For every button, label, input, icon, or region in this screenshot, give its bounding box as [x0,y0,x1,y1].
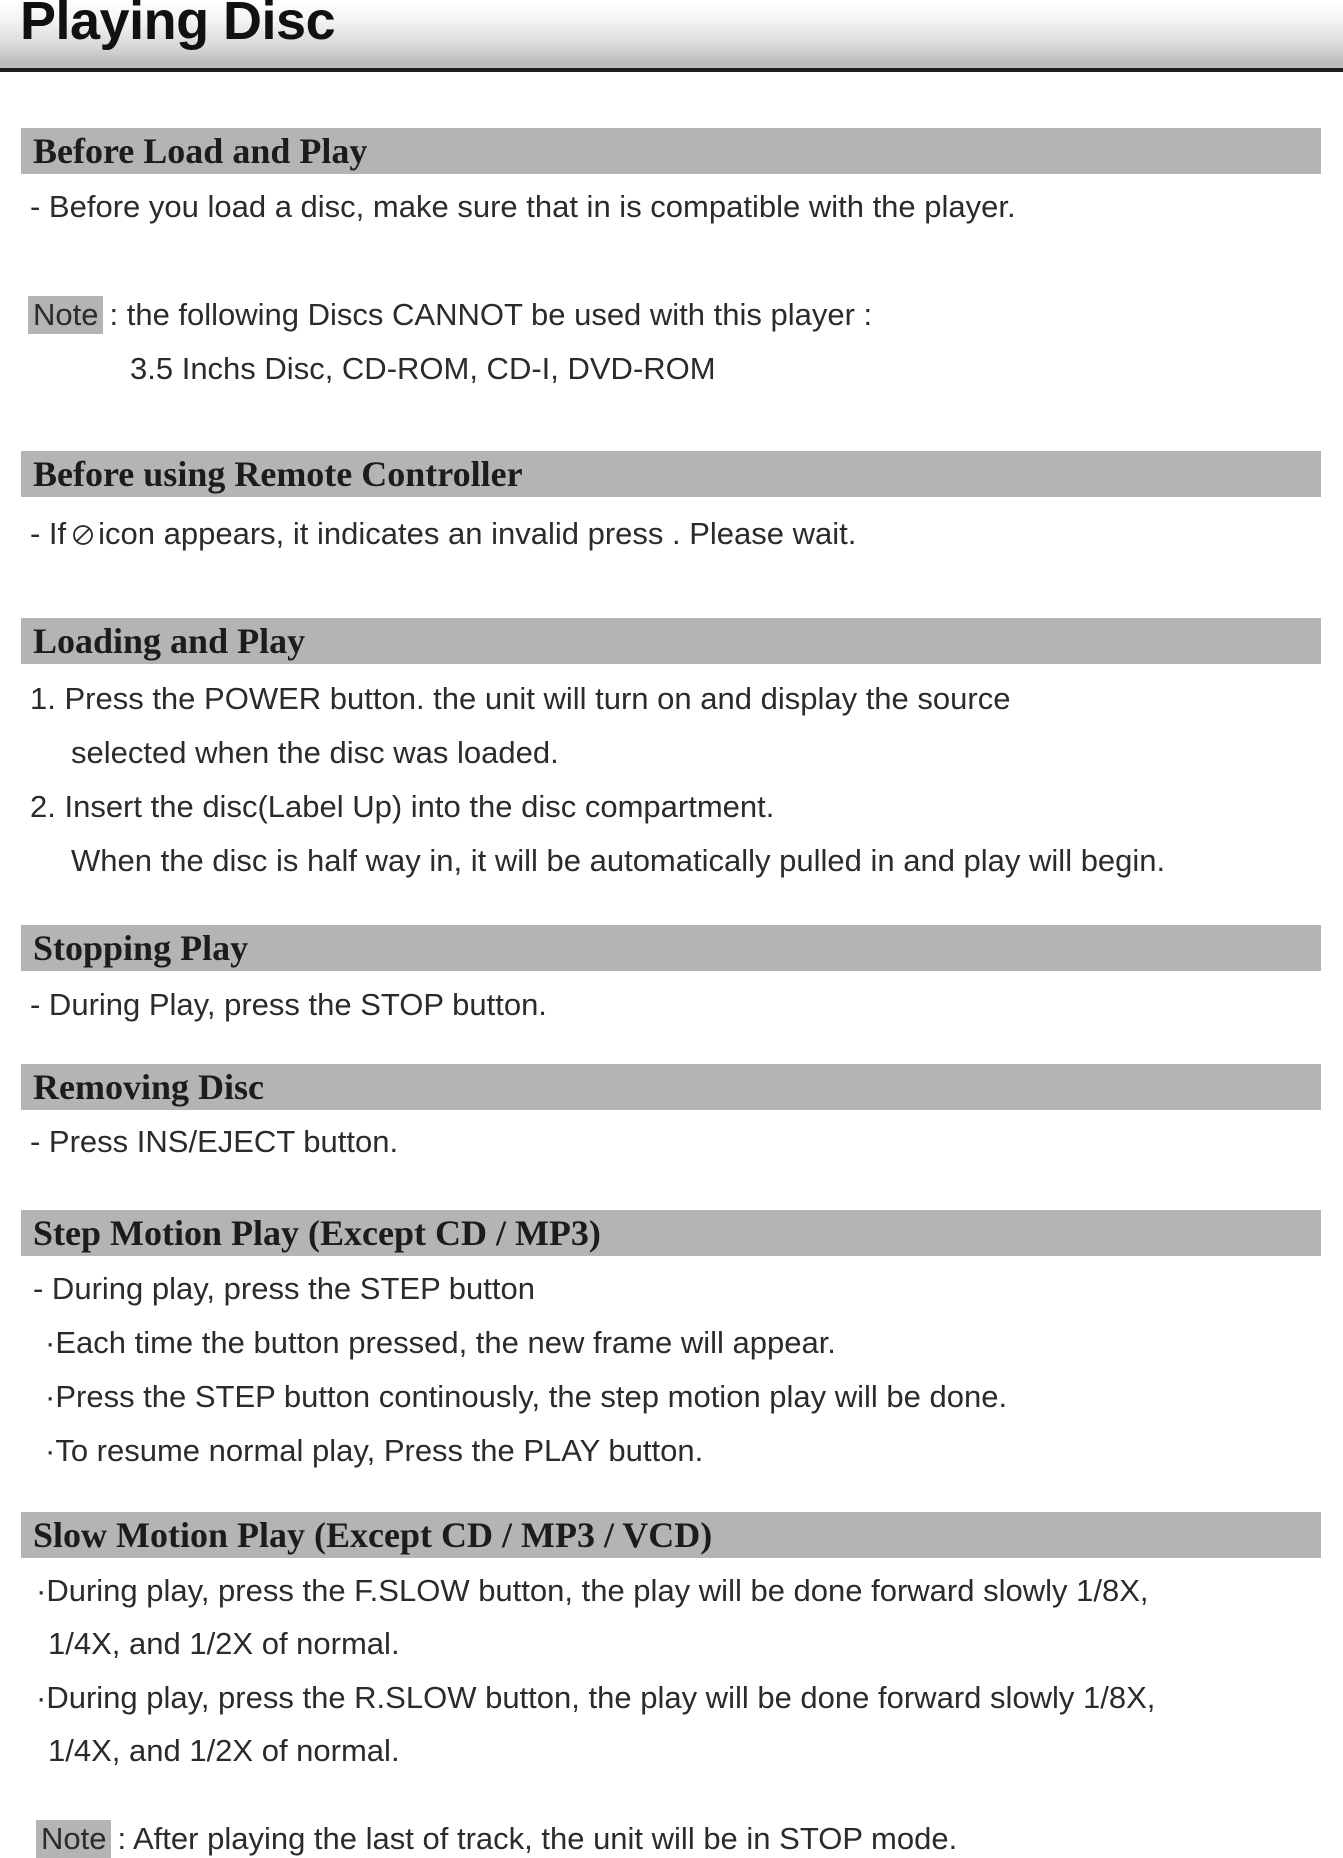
section-header-loading-and-play [21,618,1321,664]
note-line [36,1820,957,1858]
section-header-before-using-remote-controller [21,451,1321,497]
section-text-line: ·To resume normal play, Press the PLAY button. [45,1433,704,1468]
section-header-step-motion-play [21,1210,1321,1256]
section-text-line: - Before you load a disc, make sure that in is compatible with the player. [30,189,1016,224]
line-prefix: - If [30,516,67,551]
section-header-slow-motion-play [21,1512,1321,1558]
note-text: : the following Discs CANNOT be used with this player : [109,297,873,332]
section-text-line: 1. Press the POWER button. the unit will turn on and display the source [30,681,1011,716]
note-label: Note [36,1820,111,1858]
section-text-line: ·Press the STEP button continously, the step motion play will be done. [45,1379,1008,1414]
section-title: Stopping Play [33,928,249,968]
section-text-line: ·Each time the button pressed, the new frame will appear. [45,1325,836,1360]
page-title: Playing Disc [20,0,336,51]
page-header [0,0,1343,72]
section-title: Removing Disc [33,1067,264,1107]
section-header-before-load-and-play [21,128,1321,174]
section-text-line: 1/4X, and 1/2X of normal. [48,1626,400,1661]
section-text-line: When the disc is half way in, it will be automatically pulled in and play will begin. [71,843,1166,878]
section-title: Step Motion Play (Except CD / MP3) [33,1213,601,1253]
section-text-line [30,515,856,553]
invalid-press-icon [72,524,94,546]
section-title: Loading and Play [33,621,306,661]
note-label: Note [28,296,103,334]
section-text-line: ·During play, press the R.SLOW button, the play will be done forward slowly 1/8X, [36,1680,1156,1715]
section-header-removing-disc [21,1064,1321,1110]
note-line [28,296,872,334]
line-suffix: icon appears, it indicates an invalid press . Please wait. [98,516,857,551]
note-continuation: 3.5 Inchs Disc, CD-ROM, CD-I, DVD-ROM [130,351,716,386]
section-text-line: ·During play, press the F.SLOW button, the play will be done forward slowly 1/8X, [36,1573,1149,1608]
section-text-line: - During Play, press the STOP button. [30,987,547,1022]
section-text-line: selected when the disc was loaded. [71,735,559,770]
section-title: Slow Motion Play (Except CD / MP3 / VCD) [33,1515,713,1555]
section-text-line: - Press INS/EJECT button. [30,1124,399,1159]
section-title: Before Load and Play [33,131,368,171]
note-text: : After playing the last of track, the unit will be in STOP mode. [117,1821,958,1856]
section-text-line: 2. Insert the disc(Label Up) into the disc compartment. [30,789,775,824]
section-title: Before using Remote Controller [33,454,523,494]
section-text-line: - During play, press the STEP button [33,1271,535,1306]
section-text-line: 1/4X, and 1/2X of normal. [48,1733,400,1768]
section-header-stopping-play [21,925,1321,971]
